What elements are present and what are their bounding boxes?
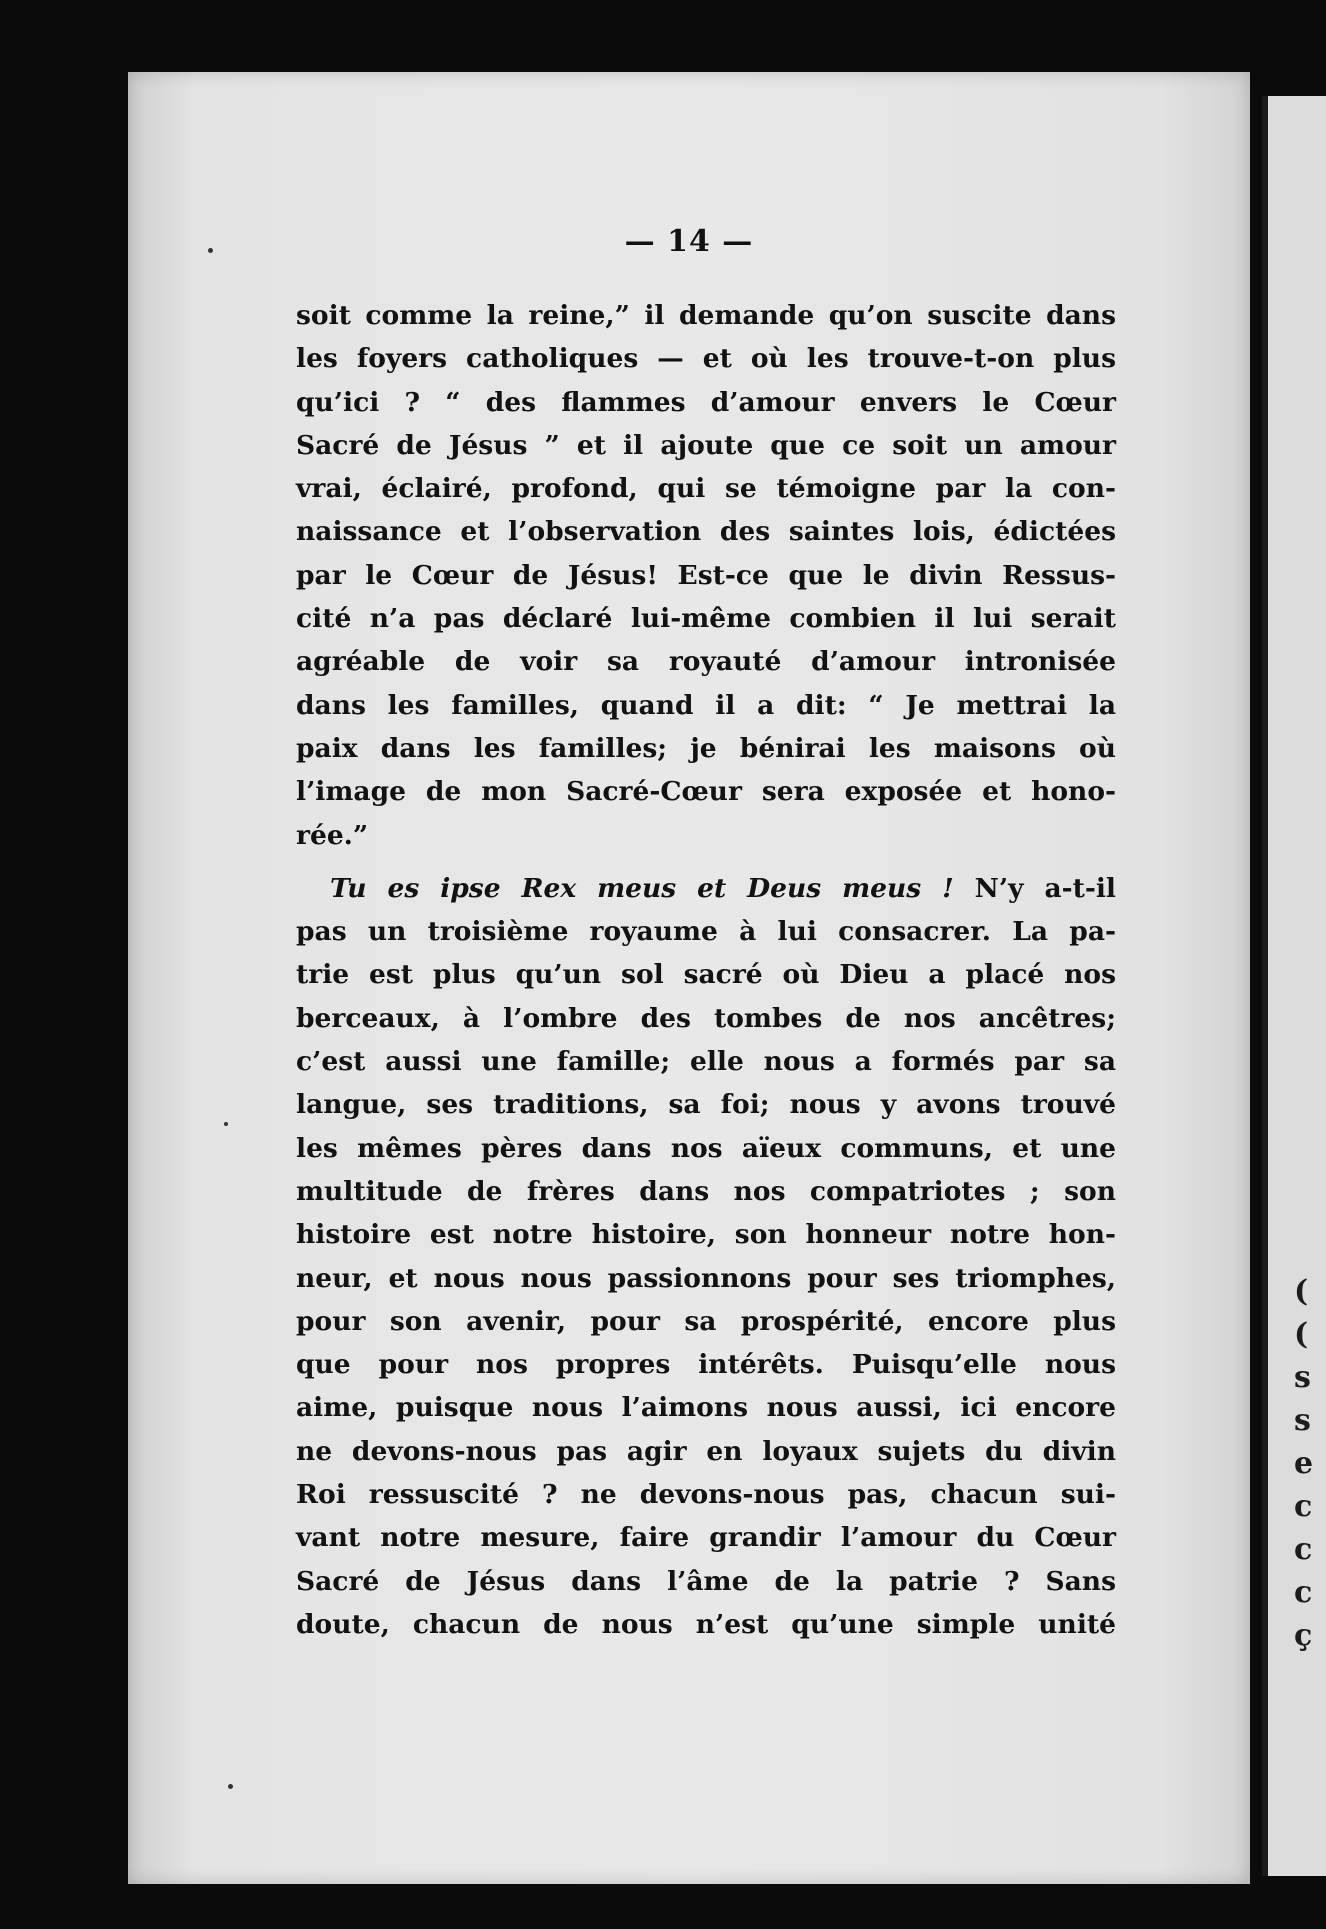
text-line: agréable de voir sa royauté d’amour intronisée (296, 646, 1116, 678)
text-line: multitude de frères dans nos compatriotes ; son (296, 1175, 1116, 1207)
text-line: pour son avenir, pour sa prospérité, encore plus (296, 1305, 1116, 1337)
text-line: qu’ici ? “ des flammes d’amour envers le Cœur (296, 386, 1116, 418)
text-line: c’est aussi une famille; elle nous a formés par sa (296, 1046, 1116, 1078)
text-line-lead (296, 867, 1116, 910)
text-line: les foyers catholiques — et où les trouve-t-on plus (296, 343, 1116, 375)
text-line: soit comme la reine,” il demande qu’on suscite dans (296, 300, 1116, 331)
text-line: langue, ses traditions, sa foi; nous y avons trouvé (296, 1089, 1116, 1121)
text-line: ne devons-nous pas agir en loyaux sujets du divin (296, 1435, 1116, 1467)
text-line: Sacré de Jésus dans l’âme de la patrie ? Sans (296, 1565, 1116, 1597)
text-line: que pour nos propres intérêts. Puisqu’elle nous (296, 1349, 1116, 1381)
facing-page-text-fragments: ( ( s s e c c c ç (1294, 1274, 1314, 1653)
text-line: pas un troisième royaume à lui consacrer. La pa- (296, 916, 1116, 948)
paragraph-1 (296, 294, 1116, 857)
text-line: dans les familles, quand il a dit: “ Je mettrai la (296, 689, 1116, 721)
text-line: vrai, éclairé, profond, qui se témoigne par la con- (296, 473, 1116, 505)
paragraph-2 (296, 867, 1116, 1646)
text-line: par le Cœur de Jésus! Est-ce que le divin Ressus- (296, 559, 1116, 591)
latin-quotation: Tu es ipse Rex meus et Deus meus ! (330, 872, 954, 904)
text-line: vant notre mesure, faire grandir l’amour du Cœur (296, 1522, 1116, 1554)
text-line: trie est plus qu’un sol sacré où Dieu a placé nos (296, 959, 1116, 991)
text-line: les mêmes pères dans nos aïeux communs, et une (296, 1132, 1116, 1164)
lead-continuation: N’y a-t-il (953, 872, 1116, 904)
text-line: doute, chacun de nous n’est qu’une simple unité (296, 1608, 1116, 1640)
text-line: naissance et l’observation des saintes lois, édictées (296, 516, 1116, 548)
print-speck (208, 248, 213, 253)
book-page (128, 72, 1250, 1884)
text-line: aime, puisque nous l’aimons nous aussi, ici encore (296, 1392, 1116, 1424)
text-line: rée.” (296, 819, 369, 851)
text-line: histoire est notre histoire, son honneur notre hon- (296, 1219, 1116, 1251)
body-text (296, 294, 1116, 1646)
text-line: Roi ressuscité ? ne devons-nous pas, chacun sui- (296, 1479, 1116, 1511)
text-line: cité n’a pas déclaré lui-même combien il lui serait (296, 603, 1116, 635)
text-line: neur, et nous nous passionnons pour ses triomphes, (296, 1262, 1116, 1294)
print-speck (224, 1122, 228, 1126)
text-line: Sacré de Jésus ” et il ajoute que ce soit un amour (296, 429, 1116, 461)
print-speck (228, 1784, 233, 1789)
page-number: — 14 — (624, 224, 754, 259)
text-line: berceaux, à l’ombre des tombes de nos ancêtres; (296, 1002, 1116, 1034)
text-line: l’image de mon Sacré-Cœur sera exposée et hono- (296, 776, 1116, 808)
text-line: paix dans les familles; je bénirai les maisons où (296, 732, 1116, 764)
